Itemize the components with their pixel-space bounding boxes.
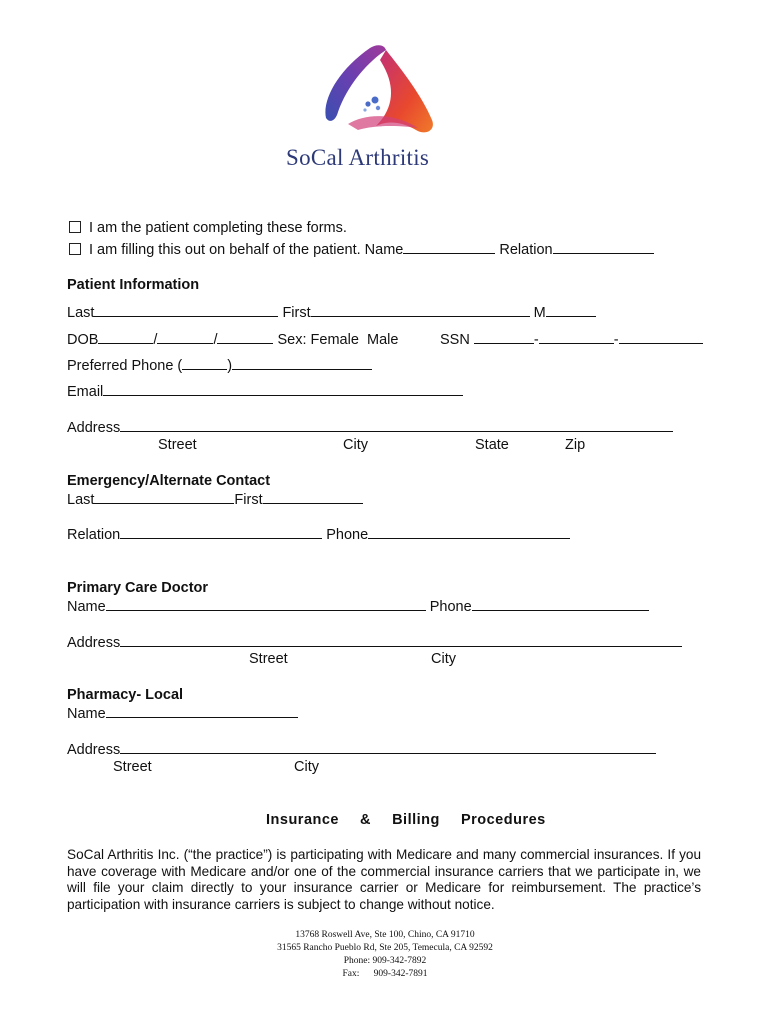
dob-year-field[interactable]	[217, 331, 273, 344]
email-row	[67, 383, 463, 401]
first-name-field[interactable]	[311, 304, 530, 317]
ssn-label: SSN	[440, 332, 470, 348]
first-label: First	[282, 305, 311, 321]
emergency-phone-label: Phone	[326, 527, 369, 543]
emergency-heading: Emergency/Alternate Contact	[67, 473, 271, 489]
address-label: Address	[67, 420, 121, 436]
pcp-address-row	[67, 634, 682, 652]
brand-name: SoCal Arthritis	[286, 145, 430, 170]
relation-label: Relation	[499, 242, 553, 258]
emergency-relation-row	[67, 526, 570, 544]
emergency-first-field[interactable]	[263, 491, 363, 504]
last-name-field[interactable]	[94, 304, 278, 317]
patient-address-field[interactable]	[120, 419, 673, 432]
behalf-relation-field[interactable]	[553, 241, 654, 254]
pharmacy-name-label: Name	[67, 706, 106, 722]
dob-label: DOB	[67, 332, 99, 348]
pcp-name-label: Name	[67, 599, 106, 615]
emergency-last-label: Last	[67, 492, 95, 508]
pcp-name-row	[67, 598, 649, 616]
ssn-separator: -	[533, 332, 539, 348]
pharmacy-street-caption: Street	[113, 759, 152, 775]
email-field[interactable]	[103, 383, 463, 396]
dob-day-field[interactable]	[157, 331, 213, 344]
behalf-name-field[interactable]	[403, 241, 495, 254]
pharmacy-heading: Pharmacy- Local	[67, 687, 184, 703]
emergency-first-label: First	[234, 492, 263, 508]
footer	[0, 929, 770, 981]
ssn-separator: -	[613, 332, 619, 348]
footer-address-chino: 13768 Roswell Ave, Ste 100, Chino, CA 91710	[295, 930, 475, 940]
footer-phone: Phone: 909-342-7892	[343, 956, 427, 966]
ssn-part2-field[interactable]	[539, 331, 614, 344]
emergency-phone-field[interactable]	[368, 526, 570, 539]
patient-name-row	[67, 304, 596, 322]
dob-separator: /	[153, 332, 158, 348]
pharmacy-address-row	[67, 741, 656, 759]
preferred-phone-label: Preferred Phone (	[67, 358, 183, 374]
pcp-street-caption: Street	[249, 651, 288, 667]
ssn-part1-field[interactable]	[474, 331, 534, 344]
behalf-checkbox[interactable]	[69, 243, 81, 255]
behalf-checkbox-label: I am filling this out on behalf of the patient. Name	[89, 242, 404, 258]
city-caption: City	[343, 437, 368, 453]
emergency-relation-label: Relation	[67, 527, 121, 543]
patient-checkbox[interactable]	[69, 221, 81, 233]
pharmacy-address-field[interactable]	[120, 741, 656, 754]
pcp-phone-label: Phone	[429, 599, 472, 615]
pharmacy-name-row	[67, 705, 298, 723]
emergency-name-row	[67, 491, 363, 509]
patient-checkbox-label: I am the patient completing these forms.	[89, 220, 347, 236]
phone-paren: )	[227, 358, 233, 374]
phone-number-field[interactable]	[232, 357, 372, 370]
ssn-row	[440, 331, 703, 349]
emergency-relation-field[interactable]	[120, 526, 322, 539]
emergency-last-field[interactable]	[94, 491, 234, 504]
pcp-address-label: Address	[67, 635, 121, 651]
dob-separator: /	[213, 332, 218, 348]
pcp-city-caption: City	[431, 651, 456, 667]
pcp-heading: Primary Care Doctor	[67, 580, 209, 596]
pcp-phone-field[interactable]	[472, 598, 649, 611]
insurance-paragraph: SoCal Arthritis Inc. (“the practice”) is participating with Medicare and many commercial insurances. If you have coverage with Medicare and/or one of the commercial insurance carriers that we participate in, we will file your claim directly to your insurance carrier or Medicare for reimbursement. The practice’s participation with insurance carriers is subject to change without notice.	[67, 847, 701, 912]
logo-mark-icon	[318, 40, 442, 140]
footer-fax: Fax: 909-342-7891	[342, 969, 428, 979]
last-label: Last	[67, 305, 95, 321]
patient-info-heading: Patient Information	[67, 277, 200, 293]
checkbox-row-behalf	[69, 241, 654, 259]
state-caption: State	[475, 437, 509, 453]
pharmacy-address-label: Address	[67, 742, 121, 758]
zip-caption: Zip	[565, 437, 586, 453]
pharmacy-city-caption: City	[294, 759, 319, 775]
ssn-part3-field[interactable]	[619, 331, 703, 344]
phone-row	[67, 357, 372, 375]
patient-address-row	[67, 419, 673, 437]
email-label: Email	[67, 384, 104, 400]
pcp-address-field[interactable]	[120, 634, 682, 647]
pharmacy-name-field[interactable]	[106, 705, 298, 718]
footer-address-temecula: 31565 Rancho Pueblo Rd, Ste 205, Temecula, CA 92592	[277, 943, 493, 953]
insurance-heading: Insurance & Billing Procedures	[266, 812, 546, 828]
area-code-field[interactable]	[182, 357, 227, 370]
pcp-name-field[interactable]	[106, 598, 426, 611]
dob-month-field[interactable]	[98, 331, 153, 344]
middle-label: M	[533, 305, 546, 321]
dob-row	[67, 331, 398, 349]
street-caption: Street	[158, 437, 197, 453]
middle-initial-field[interactable]	[546, 304, 596, 317]
logo	[318, 40, 442, 140]
sex-female-option[interactable]: Sex: Female	[277, 332, 359, 348]
sex-male-option[interactable]: Male	[366, 332, 399, 348]
checkbox-row-patient	[69, 220, 347, 237]
